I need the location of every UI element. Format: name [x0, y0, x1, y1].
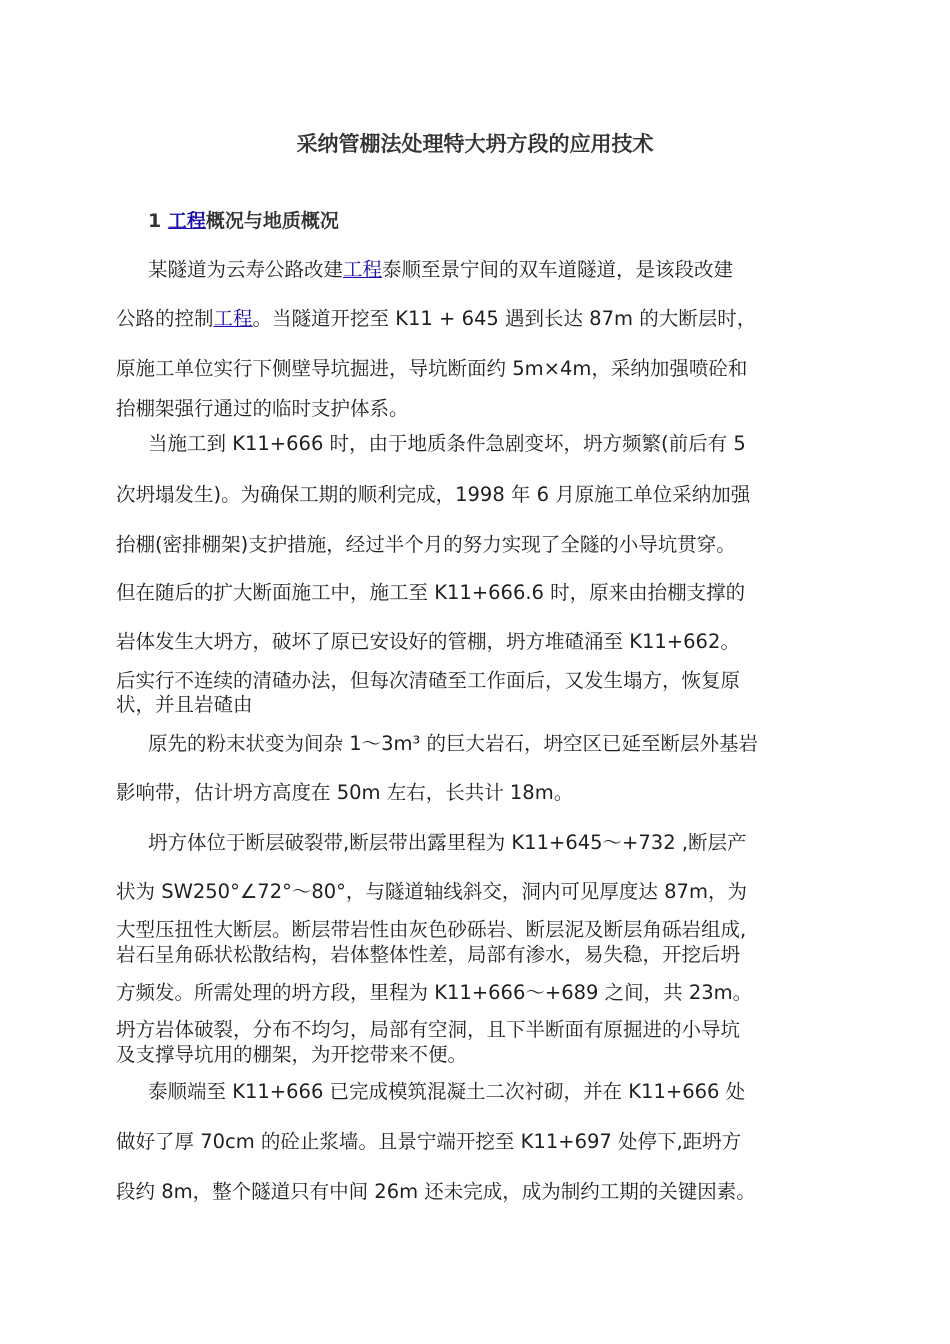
text-line: 大型压扭性大断层。断层带岩性由灰色砂砾岩、断层泥及断层角砾岩组成, [116, 918, 747, 941]
text-line: 次坍塌发生)。为确保工期的顺利完成，1998 年 6 月原施工单位采纳加强 [116, 483, 751, 506]
text-line: 坍方体位于断层破裂带,断层带出露里程为 K11+645～+732 ,断层产 [148, 831, 747, 854]
text-line: 公路的控制工程。当隧道开挖至 K11 + 645 遇到长达 87m 的大断层时， [116, 307, 757, 330]
text-line: 段约 8m，整个隧道只有中间 26m 还未完成，成为制约工期的关键因素。 [116, 1180, 756, 1203]
document-title: 采纳管棚法处理特大坍方段的应用技术 [296, 132, 654, 156]
inline-link-gongcheng[interactable]: 工程 [213, 307, 253, 330]
text-line: 坍方岩体破裂，分布不均匀，局部有空洞，且下半断面有原掘进的小导坑 [116, 1018, 741, 1041]
text-line: 岩石呈角砾状松散结构，岩体整体性差，局部有渗水，易失稳，开挖后坍 [116, 943, 741, 966]
text-line: 当施工到 K11+666 时，由于地质条件急剧变坏，坍方频繁(前后有 5 [148, 432, 746, 455]
section-number: 1 [148, 210, 162, 232]
text-line: 影响带，估计坍方高度在 50m 左右，长共计 18m。 [116, 781, 574, 804]
text-line: 方频发。所需处理的坍方段，里程为 K11+666～+689 之间，共 23m。 [116, 981, 753, 1004]
inline-link-gongcheng[interactable]: 工程 [343, 258, 383, 281]
section-heading-text: 概况与地质概况 [205, 210, 339, 232]
text-line: 及支撑导坑用的棚架，为开挖带来不便。 [116, 1043, 468, 1066]
text-line: 做好了厚 70cm 的砼止浆墙。且景宁端开挖至 K11+697 处停下,距坍方 [116, 1130, 742, 1153]
text-line: 后实行不连续的清碴办法，但每次清碴至工作面后，又发生塌方，恢复原 [116, 669, 741, 692]
heading-link-gongcheng[interactable]: 工程 [167, 210, 206, 232]
text-line: 但在随后的扩大断面施工中，施工至 K11+666.6 时，原来由抬棚支撑的 [116, 581, 746, 604]
text-line: 岩体发生大坍方，破坏了原已安设好的管棚，坍方堆碴涌至 K11+662。 [116, 630, 740, 653]
text-line: 某隧道为云寿公路改建工程泰顺至景宁间的双车道隧道，是该段改建 [148, 258, 734, 281]
text-line: 抬棚架强行通过的临时支护体系。 [116, 397, 409, 420]
text-line: 状，并且岩碴由 [116, 693, 253, 716]
text-line: 状为 SW250°∠72°～80°，与隧道轴线斜交，洞内可见厚度达 87m，为 [116, 880, 747, 903]
text-line: 泰顺端至 K11+666 已完成模筑混凝土二次衬砌，并在 K11+666 处 [148, 1080, 746, 1103]
text-line: 抬棚(密排棚架)支护措施，经过半个月的努力实现了全隧的小导坑贯穿。 [116, 533, 736, 556]
text-line: 原施工单位实行下侧壁导坑掘进，导坑断面约 5m×4m，采纳加强喷砼和 [116, 357, 748, 380]
section-heading [148, 206, 339, 233]
text-line: 原先的粉末状变为间杂 1～3m³ 的巨大岩石，坍空区已延至断层外基岩 [148, 732, 759, 755]
